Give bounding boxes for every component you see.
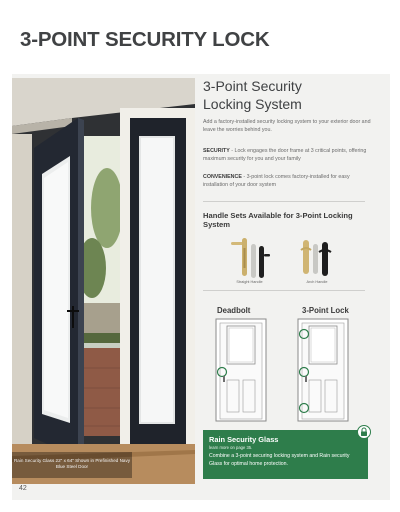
photo-caption: Rain Security Glass 22" x 64" Shown in Prefinished Navy Blue Steel Door xyxy=(13,458,131,469)
handle-label: Straight Handle xyxy=(236,280,263,284)
section-intro: Add a factory-installed security locking system to your exterior door and leave the worries behind you. xyxy=(203,119,371,133)
callout-title: Rain Security Glass xyxy=(209,435,279,444)
straight-handle-set xyxy=(227,234,272,288)
arch-handle-set xyxy=(297,234,337,288)
section-heading xyxy=(203,78,302,113)
feature-label: CONVENIENCE xyxy=(203,174,242,180)
handle-label: Arch Handle xyxy=(306,280,328,284)
feature-text: - 3-point lock comes factory-installed for easy installation of your door system xyxy=(203,174,350,188)
three-point-lock-title: 3-Point Lock xyxy=(302,306,349,315)
three-point-lock-door-diagram xyxy=(297,318,349,422)
callout-body: Combine a 3-point securing locking system and Rain security Glass for optimal home protection. xyxy=(209,453,350,467)
deadbolt-door-diagram xyxy=(215,318,267,422)
rain-glass-callout xyxy=(203,430,368,479)
section-heading-line-1: 3-Point Security xyxy=(203,78,302,94)
straight-handle-image xyxy=(227,234,272,280)
lock-icon xyxy=(357,425,371,439)
feature-label: SECURITY xyxy=(203,148,230,154)
section-heading-line-2: Locking System xyxy=(203,95,302,112)
callout-subtitle: learn more on page 35. xyxy=(209,445,253,450)
handles-heading: Handle Sets Available for 3-Point Locking System xyxy=(203,211,353,230)
arch-handle-image xyxy=(297,234,337,280)
feature-text: - Lock engages the door frame at 3 critical points, offering maximum security for you and your family xyxy=(203,148,367,162)
feature-security xyxy=(203,147,371,163)
feature-convenience xyxy=(203,173,371,189)
divider xyxy=(203,201,365,202)
divider xyxy=(203,290,365,291)
door-photo xyxy=(12,78,195,484)
deadbolt-title: Deadbolt xyxy=(217,306,251,315)
page-number: 42 xyxy=(19,485,27,492)
door-photo-illustration xyxy=(12,78,195,484)
page-title: 3-POINT SECURITY LOCK xyxy=(20,28,270,51)
